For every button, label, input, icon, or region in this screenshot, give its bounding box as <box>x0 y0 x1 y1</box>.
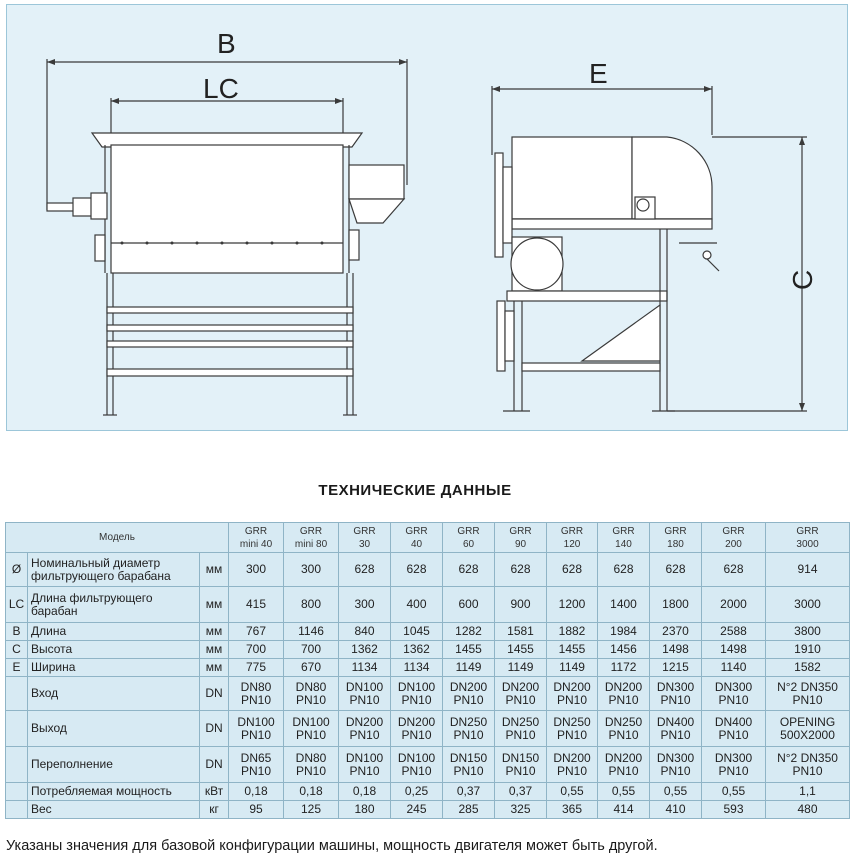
cell-line-1: DN80 <box>295 679 327 694</box>
table-cell: 0,25 <box>391 783 443 801</box>
row-symbol <box>6 677 28 711</box>
row-name: Вход <box>28 677 200 711</box>
cell-line-2: PN10 <box>660 692 691 707</box>
cell-line-1: N°2 DN350 <box>777 750 838 765</box>
table-cell: 0,55 <box>702 783 766 801</box>
table-cell <box>766 747 850 783</box>
table-cell: 125 <box>284 801 339 819</box>
cell-line-2: PN10 <box>241 692 272 707</box>
cell-line-1: DN200 <box>397 714 436 729</box>
table-cell: 0,37 <box>495 783 547 801</box>
model-series: GRR <box>457 525 480 537</box>
table-cell <box>547 677 598 711</box>
cell-line-2: PN10 <box>792 763 823 778</box>
table-cell: 300 <box>284 553 339 587</box>
table-cell: 775 <box>229 659 284 677</box>
table-cell: 325 <box>495 801 547 819</box>
cell-line-2: PN10 <box>608 727 639 742</box>
table-cell: 1215 <box>650 659 702 677</box>
table-cell: 2000 <box>702 587 766 623</box>
dim-c-label: C <box>787 269 818 290</box>
table-cell <box>443 711 495 747</box>
cell-line-1: DN300 <box>656 750 695 765</box>
row-symbol: C <box>6 641 28 659</box>
model-header <box>339 523 391 553</box>
row-name: Вес <box>28 801 200 819</box>
cell-line-2: 500X2000 <box>780 727 835 742</box>
row-unit: DN <box>200 677 229 711</box>
row-name: Ширина <box>28 659 200 677</box>
cell-line-1: DN300 <box>714 679 753 694</box>
table-cell: 95 <box>229 801 284 819</box>
table-cell <box>391 747 443 783</box>
cell-line-1: DN200 <box>345 714 384 729</box>
cell-line-1: DN100 <box>237 714 275 729</box>
row-symbol: E <box>6 659 28 677</box>
table-cell: 0,55 <box>598 783 650 801</box>
model-header <box>650 523 702 553</box>
table-row <box>6 783 850 801</box>
row-symbol: B <box>6 623 28 641</box>
cell-line-1: DN200 <box>604 679 643 694</box>
cell-line-2: PN10 <box>296 727 327 742</box>
cell-line-1: DN200 <box>553 750 591 765</box>
cell-line-1: DN300 <box>656 679 695 694</box>
model-header <box>766 523 850 553</box>
cell-line-1: DN65 <box>240 750 272 765</box>
model-series: GRR <box>353 525 376 537</box>
model-series: GRR <box>509 525 532 537</box>
table-cell: 3800 <box>766 623 850 641</box>
section-title: ТЕХНИЧЕСКИЕ ДАННЫЕ <box>318 482 512 499</box>
model-header <box>443 523 495 553</box>
table-cell: 628 <box>547 553 598 587</box>
model-size: 180 <box>667 538 684 550</box>
model-header <box>495 523 547 553</box>
table-cell: 1362 <box>339 641 391 659</box>
table-cell: 600 <box>443 587 495 623</box>
row-symbol <box>6 747 28 783</box>
table-row <box>6 587 850 623</box>
table-cell: 1282 <box>443 623 495 641</box>
model-header <box>284 523 339 553</box>
table-cell: 1800 <box>650 587 702 623</box>
cell-line-1: N°2 DN350 <box>777 679 838 694</box>
table-cell: 1582 <box>766 659 850 677</box>
model-size: 200 <box>725 538 742 550</box>
cell-line-1: DN250 <box>501 714 540 729</box>
cell-line-2: PN10 <box>718 692 749 707</box>
model-series: GRR <box>664 525 687 537</box>
table-cell: 628 <box>495 553 547 587</box>
cell-line-2: PN10 <box>505 727 536 742</box>
table-cell: 628 <box>391 553 443 587</box>
table-cell: 670 <box>284 659 339 677</box>
cell-line-2: PN10 <box>660 727 691 742</box>
row-name: Высота <box>28 641 200 659</box>
spec-table <box>5 522 850 819</box>
table-cell <box>443 747 495 783</box>
table-cell <box>391 711 443 747</box>
table-cell: 0,18 <box>284 783 339 801</box>
cell-line-1: DN150 <box>501 750 540 765</box>
table-cell: 628 <box>650 553 702 587</box>
table-cell: 415 <box>229 587 284 623</box>
table-cell <box>702 747 766 783</box>
model-size: 30 <box>358 538 371 550</box>
table-cell: 365 <box>547 801 598 819</box>
cell-line-1: DN80 <box>295 750 327 765</box>
table-cell: 767 <box>229 623 284 641</box>
table-cell <box>650 711 702 747</box>
row-unit: кг <box>200 801 229 819</box>
drawing-svg <box>7 5 849 432</box>
cell-line-1: DN150 <box>449 750 488 765</box>
model-header <box>229 523 284 553</box>
model-size: mini 40 <box>239 538 273 550</box>
table-cell: 1498 <box>650 641 702 659</box>
cell-line-1: DN100 <box>345 750 384 765</box>
model-series: GRR <box>612 525 635 537</box>
model-size: 40 <box>410 538 423 550</box>
table-cell: 0,18 <box>339 783 391 801</box>
table-cell <box>766 677 850 711</box>
table-cell <box>284 677 339 711</box>
table-cell: 0,55 <box>547 783 598 801</box>
table-row <box>6 677 850 711</box>
table-cell: 1,1 <box>766 783 850 801</box>
row-unit: DN <box>200 711 229 747</box>
row-unit: мм <box>200 553 229 587</box>
model-series: GRR <box>299 525 323 537</box>
table-cell: 285 <box>443 801 495 819</box>
table-cell <box>229 747 284 783</box>
table-cell <box>391 677 443 711</box>
table-cell: 914 <box>766 553 850 587</box>
row-name: Номинальный диаметр фильтрующего барабана <box>28 553 200 587</box>
table-cell <box>495 711 547 747</box>
table-cell: 1910 <box>766 641 850 659</box>
table-cell: 1149 <box>495 659 547 677</box>
cell-line-2: PN10 <box>718 727 749 742</box>
cell-line-2: PN10 <box>557 763 588 778</box>
table-cell <box>284 711 339 747</box>
table-row <box>6 659 850 677</box>
table-cell <box>495 677 547 711</box>
model-series: GRR <box>244 525 268 537</box>
table-cell: 245 <box>391 801 443 819</box>
cell-line-2: PN10 <box>296 692 327 707</box>
cell-line-1: DN80 <box>240 679 272 694</box>
cell-line-2: PN10 <box>660 763 691 778</box>
model-size: 3000 <box>796 538 819 550</box>
table-cell: 2370 <box>650 623 702 641</box>
table-cell: 1882 <box>547 623 598 641</box>
table-cell <box>443 677 495 711</box>
cell-line-1: DN200 <box>501 679 540 694</box>
cell-line-2: PN10 <box>718 763 749 778</box>
model-size: 120 <box>563 538 581 550</box>
table-cell: 628 <box>443 553 495 587</box>
table-cell: 840 <box>339 623 391 641</box>
row-name: Выход <box>28 711 200 747</box>
model-series: GRR <box>560 525 584 537</box>
cell-line-1: DN250 <box>449 714 488 729</box>
table-cell <box>598 677 650 711</box>
table-cell: 1134 <box>339 659 391 677</box>
row-symbol <box>6 801 28 819</box>
table-header-row <box>6 523 850 553</box>
cell-line-2: PN10 <box>349 692 380 707</box>
model-size: mini 80 <box>294 538 328 550</box>
model-size: 60 <box>462 538 475 550</box>
cell-line-2: PN10 <box>349 727 380 742</box>
table-cell: 1456 <box>598 641 650 659</box>
model-header <box>598 523 650 553</box>
table-row <box>6 801 850 819</box>
table-cell: 2588 <box>702 623 766 641</box>
cell-line-2: PN10 <box>453 727 484 742</box>
table-cell <box>495 747 547 783</box>
model-header <box>702 523 766 553</box>
cell-line-2: PN10 <box>792 692 823 707</box>
table-row <box>6 747 850 783</box>
table-cell: 3000 <box>766 587 850 623</box>
table-cell <box>598 747 650 783</box>
table-cell <box>547 747 598 783</box>
row-unit: мм <box>200 623 229 641</box>
table-row <box>6 641 850 659</box>
table-row <box>6 623 850 641</box>
table-cell <box>547 711 598 747</box>
cell-line-1: DN200 <box>553 679 591 694</box>
row-symbol <box>6 711 28 747</box>
table-cell: 1146 <box>284 623 339 641</box>
row-unit: мм <box>200 587 229 623</box>
cell-line-2: PN10 <box>608 692 639 707</box>
cell-line-2: PN10 <box>401 763 432 778</box>
cell-line-2: PN10 <box>505 763 536 778</box>
model-series: GRR <box>405 525 428 537</box>
table-cell: 400 <box>391 587 443 623</box>
table-cell <box>702 677 766 711</box>
cell-line-1: DN200 <box>604 750 643 765</box>
table-cell: 1149 <box>443 659 495 677</box>
cell-line-2: PN10 <box>453 763 484 778</box>
table-cell <box>284 747 339 783</box>
cell-line-1: DN100 <box>345 679 384 694</box>
table-cell: 300 <box>229 553 284 587</box>
front-view <box>47 28 407 415</box>
dim-b-label: B <box>217 28 236 59</box>
cell-line-2: PN10 <box>401 727 432 742</box>
table-cell <box>702 711 766 747</box>
table-cell <box>339 711 391 747</box>
table-cell: 593 <box>702 801 766 819</box>
table-cell: 628 <box>702 553 766 587</box>
row-symbol: Ø <box>6 553 28 587</box>
row-unit: DN <box>200 747 229 783</box>
table-row <box>6 711 850 747</box>
table-cell: 414 <box>598 801 650 819</box>
cell-line-1: DN400 <box>714 714 753 729</box>
cell-line-2: PN10 <box>241 727 272 742</box>
table-cell: 1134 <box>391 659 443 677</box>
model-header <box>547 523 598 553</box>
side-view <box>492 58 818 411</box>
row-name: Переполнение <box>28 747 200 783</box>
table-cell: 1149 <box>547 659 598 677</box>
model-size: 140 <box>615 538 632 550</box>
table-cell: 1455 <box>547 641 598 659</box>
cell-line-2: PN10 <box>349 763 380 778</box>
row-unit: кВт <box>200 783 229 801</box>
table-cell: 480 <box>766 801 850 819</box>
model-series: GRR <box>796 525 819 537</box>
cell-line-2: PN10 <box>453 692 484 707</box>
cell-line-1: DN100 <box>397 750 436 765</box>
cell-line-2: PN10 <box>296 763 327 778</box>
table-cell: 0,55 <box>650 783 702 801</box>
footnote: Указаны значения для базовой конфигурации машины, мощность двигателя может быть другой. <box>6 838 658 854</box>
table-cell <box>766 711 850 747</box>
table-cell: 628 <box>339 553 391 587</box>
row-symbol <box>6 783 28 801</box>
table-cell: 0,18 <box>229 783 284 801</box>
table-cell: 1455 <box>495 641 547 659</box>
cell-line-1: DN250 <box>604 714 643 729</box>
table-cell: 0,37 <box>443 783 495 801</box>
table-cell <box>229 711 284 747</box>
row-unit: мм <box>200 659 229 677</box>
table-cell: 1140 <box>702 659 766 677</box>
cell-line-2: PN10 <box>557 727 588 742</box>
model-series: GRR <box>722 525 745 537</box>
row-name: Длина <box>28 623 200 641</box>
cell-line-1: DN100 <box>292 714 330 729</box>
table-row <box>6 553 850 587</box>
table-cell: 700 <box>284 641 339 659</box>
cell-line-1: DN400 <box>656 714 695 729</box>
table-cell: 1172 <box>598 659 650 677</box>
table-cell: 700 <box>229 641 284 659</box>
cell-line-1: DN250 <box>553 714 591 729</box>
table-cell: 1362 <box>391 641 443 659</box>
table-cell: 900 <box>495 587 547 623</box>
table-cell: 1455 <box>443 641 495 659</box>
table-cell: 1400 <box>598 587 650 623</box>
table-cell <box>339 747 391 783</box>
table-cell: 300 <box>339 587 391 623</box>
cell-line-2: PN10 <box>505 692 536 707</box>
dim-e-label: E <box>589 58 608 89</box>
cell-line-2: PN10 <box>608 763 639 778</box>
table-cell <box>650 747 702 783</box>
model-label: Модель <box>6 523 229 553</box>
cell-line-1: DN200 <box>449 679 488 694</box>
row-symbol: LC <box>6 587 28 623</box>
cell-line-1: DN300 <box>714 750 753 765</box>
row-name: Длина фильтрующего барабан <box>28 587 200 623</box>
table-cell <box>650 677 702 711</box>
table-cell: 1200 <box>547 587 598 623</box>
table-cell: 800 <box>284 587 339 623</box>
table-cell: 628 <box>598 553 650 587</box>
table-cell <box>229 677 284 711</box>
table-cell <box>339 677 391 711</box>
table-cell: 1984 <box>598 623 650 641</box>
row-unit: мм <box>200 641 229 659</box>
table-cell: 1498 <box>702 641 766 659</box>
cell-line-2: PN10 <box>401 692 432 707</box>
spec-table-body <box>6 523 850 819</box>
cell-line-1: OPENING <box>779 714 836 729</box>
cell-line-2: PN10 <box>557 692 588 707</box>
table-cell: 410 <box>650 801 702 819</box>
table-cell: 1581 <box>495 623 547 641</box>
table-cell <box>598 711 650 747</box>
dim-lc-label: LC <box>203 73 239 104</box>
table-cell: 1045 <box>391 623 443 641</box>
table-cell: 180 <box>339 801 391 819</box>
model-header <box>391 523 443 553</box>
cell-line-1: DN100 <box>397 679 436 694</box>
technical-drawing <box>6 4 848 431</box>
row-name: Потребляемая мощность <box>28 783 200 801</box>
cell-line-2: PN10 <box>241 763 272 778</box>
model-size: 90 <box>514 538 527 550</box>
